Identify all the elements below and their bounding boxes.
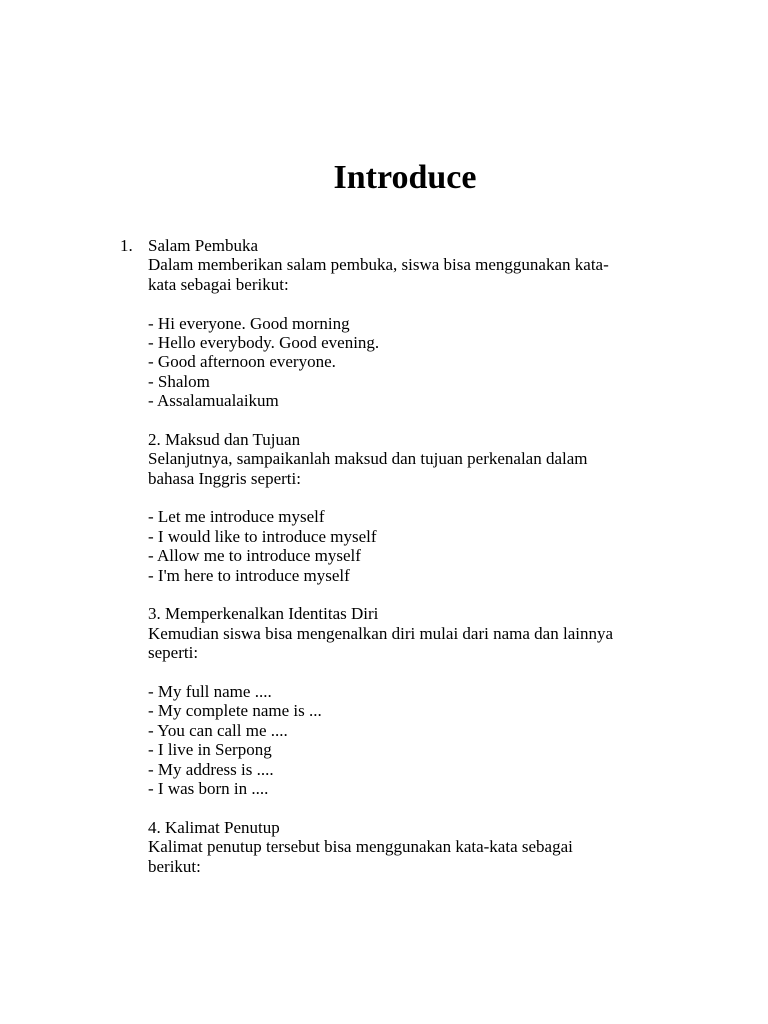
- section-heading: 3. Memperkenalkan Identitas Diri: [148, 604, 379, 624]
- section-intro-line: seperti:: [148, 643, 199, 663]
- list-item: - Assalamualaikum: [148, 391, 279, 411]
- list-item: - My complete name is ...: [148, 701, 322, 721]
- list-item: - Good afternoon everyone.: [148, 352, 336, 372]
- list-item: - Shalom: [148, 371, 210, 391]
- list-item: - I live in Serpong: [148, 740, 272, 760]
- section-intro-line: bahasa Inggris seperti:: [148, 468, 301, 488]
- blank-line: [148, 663, 648, 682]
- section-heading: 2. Maksud dan Tujuan: [148, 429, 301, 449]
- list-item: - I was born in ....: [148, 778, 269, 798]
- section-memperkenalkan-identitas-diri: [148, 604, 648, 817]
- section-intro-line: Kemudian siswa bisa mengenalkan diri mulai dari nama dan lainnya: [148, 623, 614, 643]
- list-number: 1.: [120, 236, 133, 255]
- section-intro-line: berikut:: [148, 856, 201, 876]
- section-intro-line: Dalam memberikan salam pembuka, siswa bisa menggunakan kata-: [148, 255, 609, 275]
- list-item: - I would like to introduce myself: [148, 526, 377, 546]
- section-intro-line: Kalimat penutup tersebut bisa menggunakan kata-kata sebagai: [148, 837, 573, 857]
- list-item: - My address is ....: [148, 759, 274, 779]
- section-intro-line: Selanjutnya, sampaikanlah maksud dan tujuan perkenalan dalam: [148, 449, 588, 469]
- section-maksud-dan-tujuan: [148, 430, 648, 605]
- section-heading: 4. Kalimat Penutup: [148, 817, 280, 837]
- section-kalimat-penutup: [148, 818, 648, 876]
- blank-line: [148, 585, 648, 604]
- list-item: - You can call me ....: [148, 720, 288, 740]
- list-item: - I'm here to introduce myself: [148, 565, 350, 585]
- page-title: Introduce: [333, 159, 477, 196]
- list-item: - Allow me to introduce myself: [148, 546, 361, 566]
- section-heading: Salam Pembuka: [148, 236, 259, 255]
- section-salam-pembuka: [148, 236, 648, 430]
- list-item: - Let me introduce myself: [148, 507, 325, 527]
- list-item: - My full name ....: [148, 681, 272, 701]
- blank-line: [148, 294, 648, 313]
- section-intro-line: kata sebagai berikut:: [148, 274, 289, 294]
- list-item: - Hi everyone. Good morning: [148, 313, 350, 333]
- blank-line: [148, 411, 648, 430]
- document-content: [148, 236, 648, 876]
- list-item: - Hello everybody. Good evening.: [148, 332, 380, 352]
- blank-line: [148, 798, 648, 817]
- blank-line: [148, 488, 648, 507]
